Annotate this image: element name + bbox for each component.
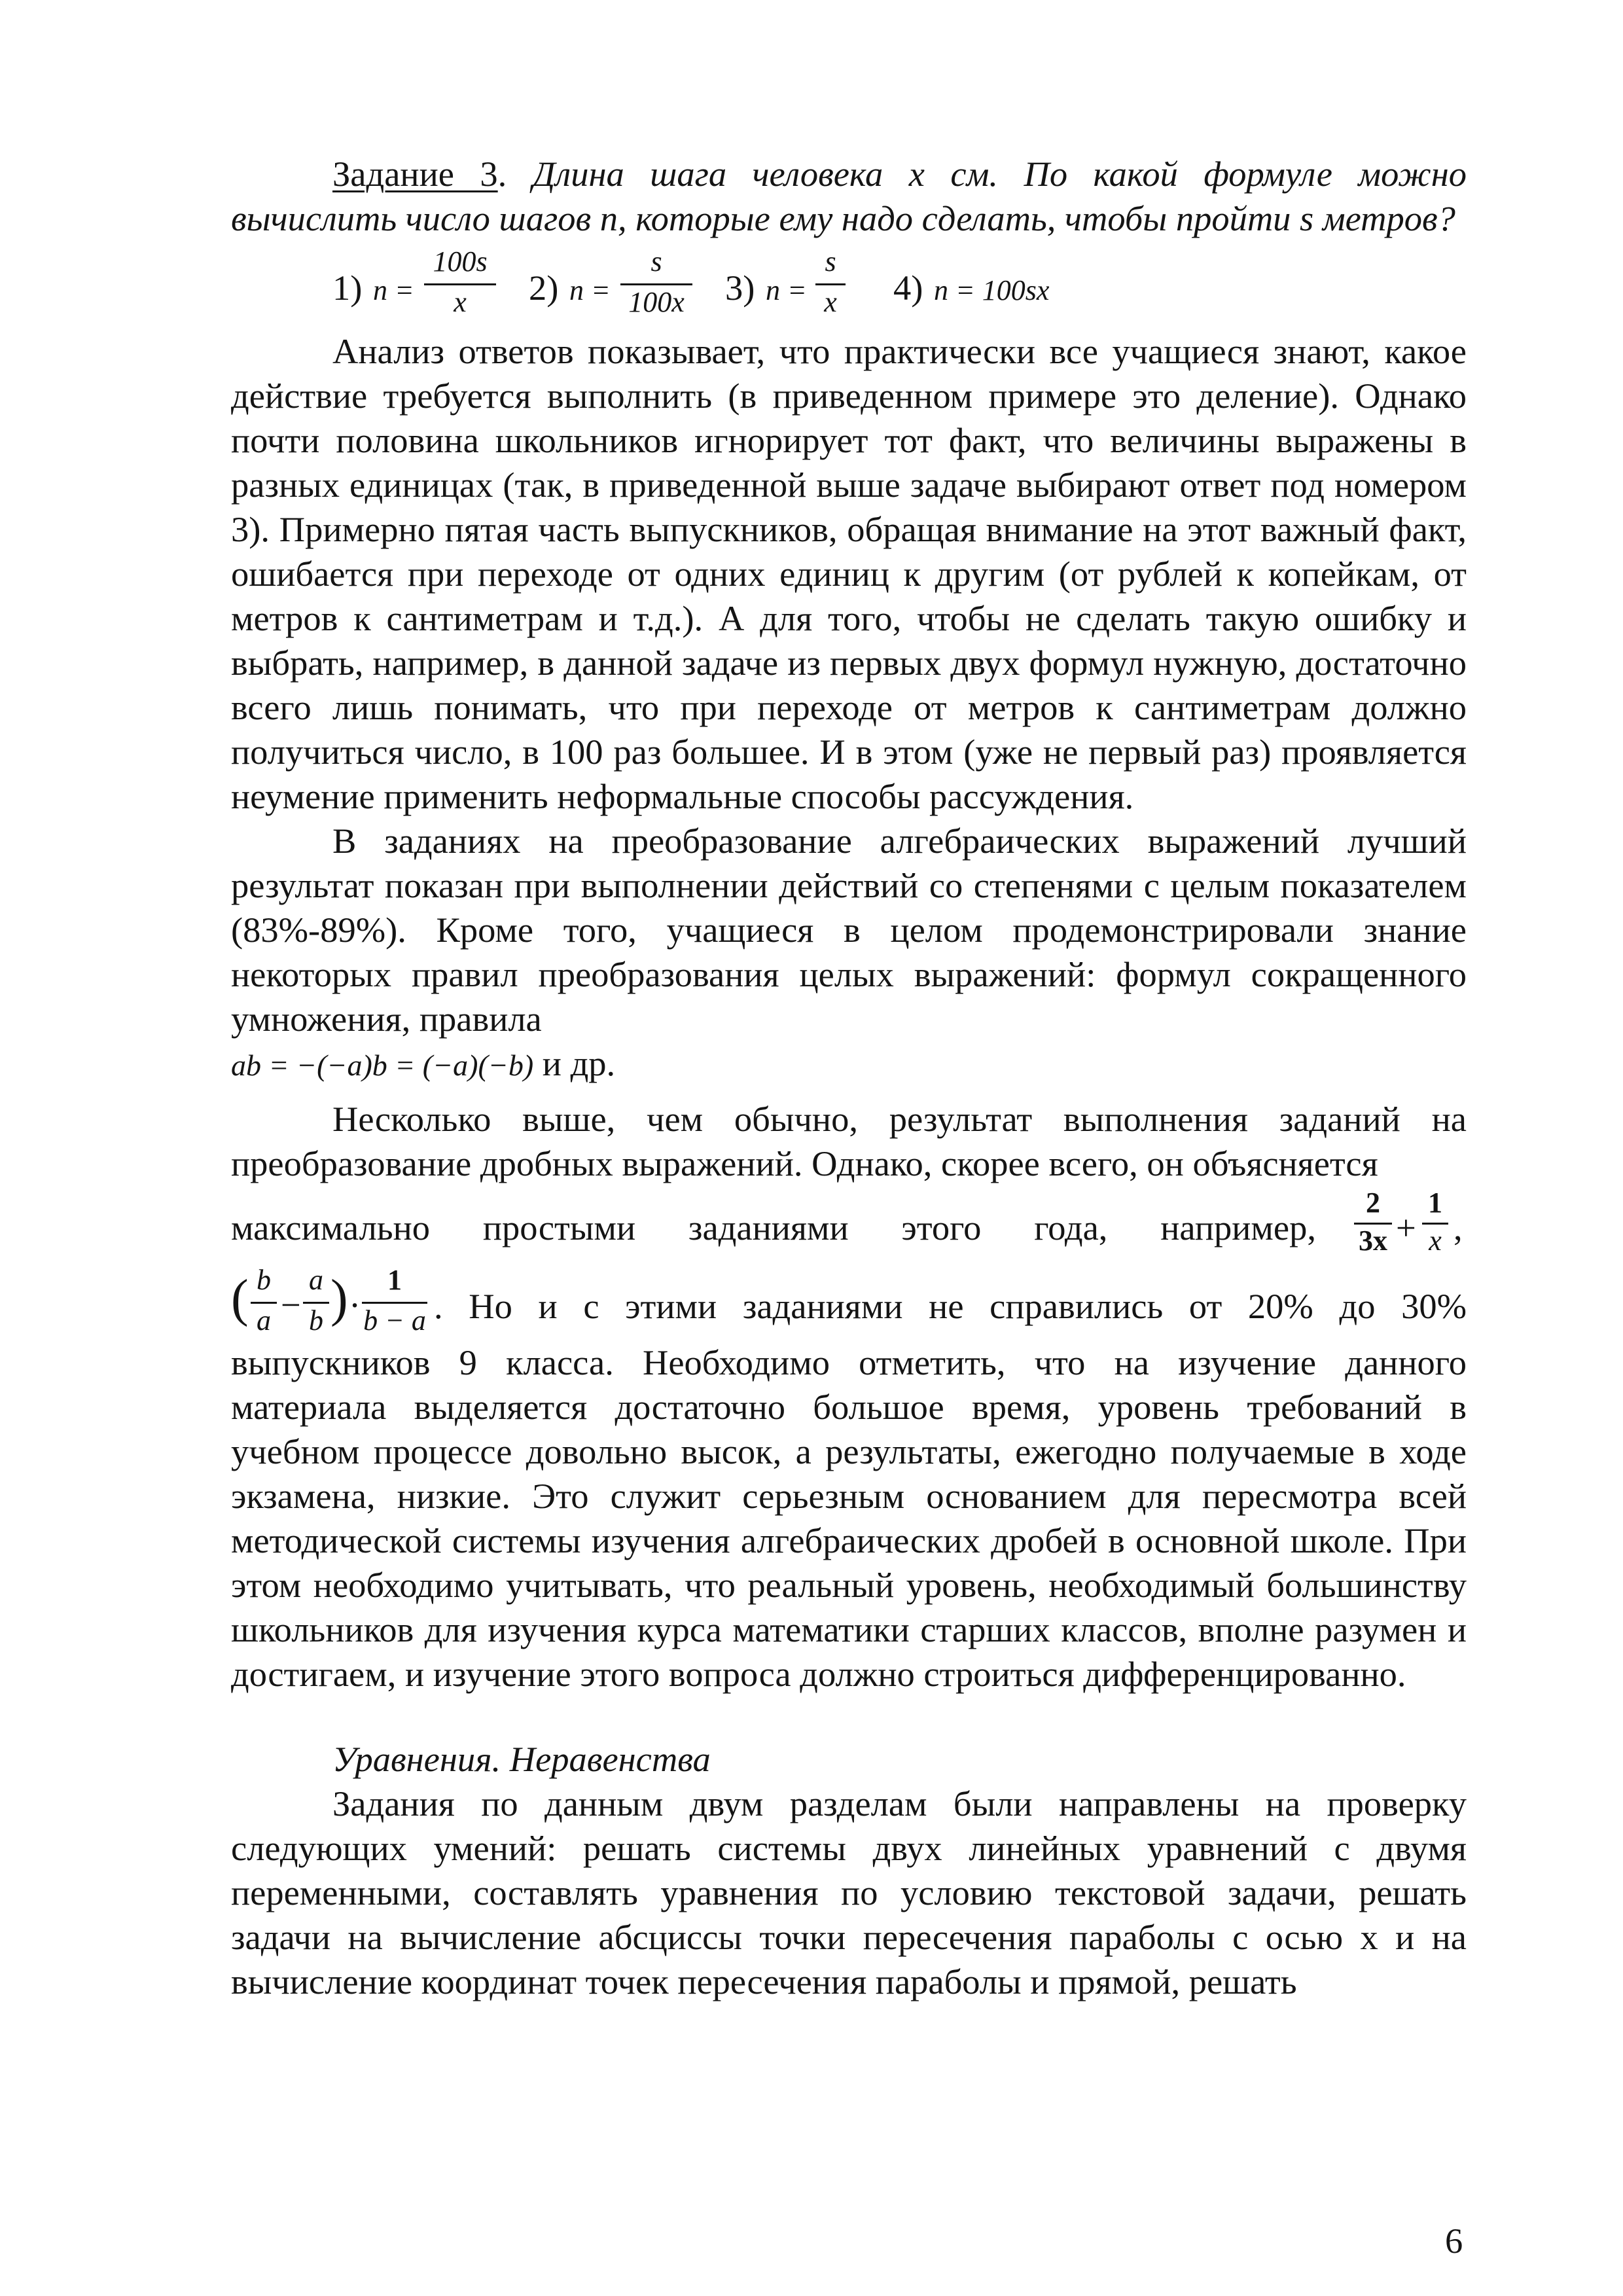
expr-fraction-a-b [303,1265,329,1343]
fraction-bar [815,283,846,285]
fraction-bar [362,1302,427,1304]
right-paren: ) [330,1270,348,1327]
example-line-text: максимально простыми заданиями этого года, например, [231,1208,1316,1247]
paragraph-algebra-tail: и др. [533,1043,616,1083]
paragraph-analysis: Анализ ответов показывает, что практически все учащиеся знают, какое действие требуется выполнить (в приведенном примере это деление). Однако почти половина школьников игнорирует тот факт, что величины выражены в разных единицах (так, в приведенной выше задаче выбирают ответ под номером 3). Примерно пятая часть выпускников, обращая внимание на этот важный факт, ошибается при переходе от одних единиц к другим (от рублей к копейкам, от метров к сантиметрам и т.д.). А для того, чтобы не сделать такую ошибку и выбрать, например, в данной задаче из первых двух формул нужную, достаточно всего лишь понимать, что при переходе от метров к сантиметрам должно получиться число, в 100 раз большее. И в этом (уже не первый раз) проявляется неумение применить неформальные способы рассуждения. [231,331,1467,816]
paragraph-fractions-rest: выпускников 9 класса. Необходимо отметить, что на изучение данного материала выделяется достаточно большое время, уровень требований в учебном процессе довольно высок, а результаты, ежегодно получаемые в ходе экзамена, низкие. Это служит серьезным основанием для пересмотра всей методической системы изучения алгебраических дробей в основной школе. При этом необходимо учитывать, что реальный уровень, необходимый большинству школьников для изучения курса математики старших классов, вполне разумен и достигаем, и изучение этого вопроса должно строиться дифференцированно. [231,1342,1467,1694]
option-lhs: n = [569,274,611,306]
section-title: Уравнения. Неравенства [332,1739,711,1779]
expr-fraction-1-ba [362,1265,427,1343]
fraction-denominator: x [1429,1225,1442,1257]
fraction-numerator: 100s [433,245,488,278]
fraction-bar [424,283,496,285]
document-page [231,152,1467,2004]
fraction-numerator: 1 [1428,1187,1442,1219]
sign-rule-formula: ab = −(−a)b = (−a)(−b) [231,1049,534,1082]
fraction-numerator: b [257,1264,271,1296]
fraction-denominator: x [824,286,837,318]
fraction-numerator: a [309,1264,323,1296]
expr-line-text: . Но и с этими заданиями не справились от 20% до 30% [434,1286,1467,1326]
example-fraction-a [1354,1186,1392,1263]
task-statement [231,152,1467,241]
fraction-numerator: s [651,245,662,278]
option-number: 2) [529,268,559,308]
answer-options [231,241,1467,329]
left-paren: ( [231,1270,249,1327]
fraction-bar [620,283,692,285]
option-number: 4) [893,268,923,308]
option-lhs: n = [373,274,414,306]
option-expression: n = 100sx [934,274,1050,306]
expr-fraction-b-a [251,1265,277,1343]
option-fraction [424,246,496,325]
fraction-denominator: a [257,1304,271,1336]
fraction-denominator: b [309,1304,323,1336]
example-fraction-b [1422,1186,1448,1263]
task-label: Задание 3 [332,154,498,194]
task-question: Длина шага человека x см. По какой формуле можно вычислить число шагов n, которые ему надо сделать, чтобы пройти s метров? [231,154,1467,238]
fraction-numerator: s [825,245,836,278]
minus-sign: − [281,1285,301,1325]
fraction-denominator: b − a [363,1304,426,1336]
example-line-1 [231,1186,1467,1263]
option-lhs: n = [766,274,807,306]
option-fraction [815,246,846,325]
comma: , [1454,1208,1463,1247]
task-label-dot: . [497,154,507,194]
paragraph-algebra-text: В заданиях на преобразование алгебраических выражений лучший результат показан при выполнении действий со степенями с целым показателем (83%-89%). Кроме того, учащиеся в целом продемонстрировали знание некоторых правил преобразования целых выражений: формул сокращенного умножения, правила [231,821,1467,1039]
paragraph-fractions-start: Несколько выше, чем обычно, результат выполнения заданий на преобразование дробных выражений. Однако, скорее всего, он объясняется [231,1099,1467,1183]
paragraph-algebra [231,819,1467,1088]
fraction-denominator: 100x [628,286,685,318]
fraction-denominator: x [454,286,467,318]
fraction-numerator: 1 [387,1264,402,1296]
section-body: Задания по данным двум разделам были направлены на проверку следующих умений: решать системы двух линейных уравнений с двумя переменными, составлять уравнения по условию текстовой задачи, решать задачи на вычисление абсциссы точки пересечения параболы с осью x и на вычисление координат точек пересечения параболы и прямой, решать [231,1784,1467,2001]
dot-operator: · [349,1285,361,1325]
fraction-numerator: 2 [1366,1187,1380,1219]
option-fraction [620,246,692,325]
plus-sign: + [1396,1208,1416,1247]
page-number: 6 [1445,2221,1463,2261]
fraction-denominator: 3x [1359,1225,1387,1257]
example-line-2 [231,1263,1467,1340]
fraction-bar [303,1302,329,1304]
option-number: 1) [332,268,363,308]
option-number: 3) [725,268,755,308]
fraction-bar [251,1302,277,1304]
